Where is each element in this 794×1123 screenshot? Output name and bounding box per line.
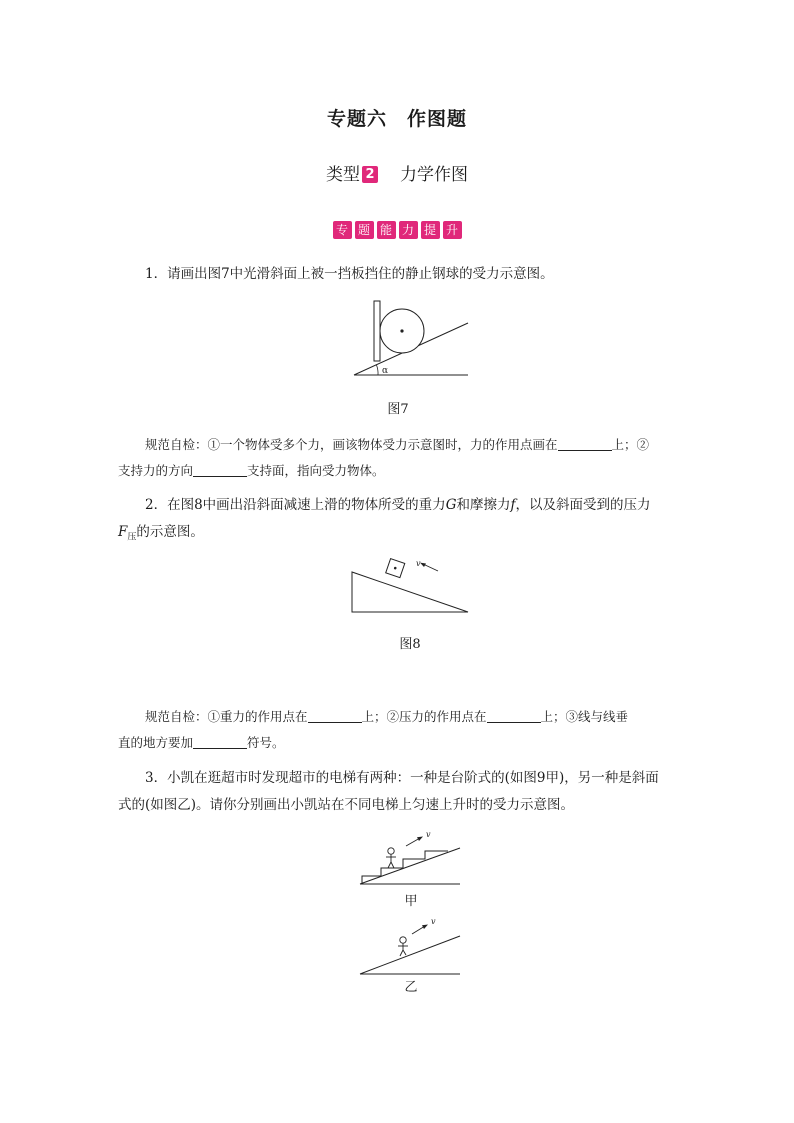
type-heading	[0, 160, 794, 185]
fig8-velocity-arrow	[423, 564, 438, 571]
answer-blank[interactable]	[487, 708, 541, 723]
fig7-angle-label: α	[382, 366, 389, 376]
question-1-text: 1．请画出图7中光滑斜面上被一挡板挡住的静止钢球的受力示意图。	[145, 266, 554, 282]
fig7-angle-arc	[377, 365, 379, 375]
figure-9-b-ramp-escalator	[356, 912, 466, 978]
fig8-incline	[352, 572, 468, 612]
section-tag-char: 能	[377, 221, 396, 239]
section-tag-char: 专	[333, 221, 352, 239]
question-1-self-check: 规范自检：①一个物体受多个力，画该物体受力示意图时，力的作用点画在 上；② 支持力的方向 支持面，指向受力物体。	[118, 437, 650, 478]
section-tag-char: 力	[399, 221, 418, 239]
title-right: 作图题	[407, 108, 468, 130]
question-2-text: 2．在图8中画出沿斜面减速上滑的物体所受的重力G和摩擦力f，以及斜面受到的压力 $F_压$的示意图。	[118, 497, 651, 543]
fig8-velocity-arrowhead	[420, 563, 426, 567]
fig9b-incline-line	[360, 936, 460, 974]
figure-8-caption: 图8	[399, 637, 421, 652]
type-number-badge: 2	[362, 166, 378, 183]
answer-blank[interactable]	[308, 708, 362, 723]
fig7-baffle	[374, 301, 380, 361]
title-left: 专题六	[326, 108, 387, 130]
figure-7-caption: 图7	[387, 402, 409, 417]
section-tag-char: 提	[421, 221, 440, 239]
figure-8	[350, 560, 475, 620]
question-2-self-check: 规范自检：①重力的作用点在 上；②压力的作用点在 上；③线与线垂 直的地方要加 符号。	[118, 709, 629, 750]
figure-9-a-caption: 甲	[404, 894, 418, 909]
answer-blank[interactable]	[193, 734, 247, 749]
fig9b-velocity-arrowhead	[422, 925, 428, 930]
type-prefix: 类型	[326, 165, 360, 185]
fig9b-person	[398, 937, 408, 956]
fig9a-velocity-arrowhead	[417, 837, 423, 842]
fig9a-velocity-label: v	[426, 830, 431, 839]
figure-7	[350, 295, 475, 380]
figure-9-b-caption: 乙	[404, 980, 418, 995]
fig9a-person	[386, 848, 396, 868]
fig8-block	[386, 559, 405, 578]
answer-blank[interactable]	[558, 436, 612, 451]
type-title: 力学作图	[400, 165, 468, 185]
fig9a-velocity-arrow	[406, 838, 420, 846]
fig8-velocity-label: v	[416, 559, 421, 568]
fig9a-incline-line	[360, 848, 460, 884]
section-tag	[0, 219, 794, 239]
answer-blank[interactable]	[193, 462, 247, 477]
fig7-ball-center	[400, 329, 403, 332]
question-3-text: 3．小凯在逛超市时发现超市的电梯有两种：一种是台阶式的(如图9甲)，另一种是斜面 式的(如图乙)。请你分别画出小凯站在不同电梯上匀速上升时的受力示意图。	[118, 770, 659, 813]
section-tag-char: 题	[355, 221, 374, 239]
section-tag-char: 升	[443, 221, 462, 239]
fig9b-velocity-label: v	[431, 917, 436, 926]
figure-9-a-stair-escalator	[356, 828, 466, 890]
page-title	[0, 104, 794, 131]
